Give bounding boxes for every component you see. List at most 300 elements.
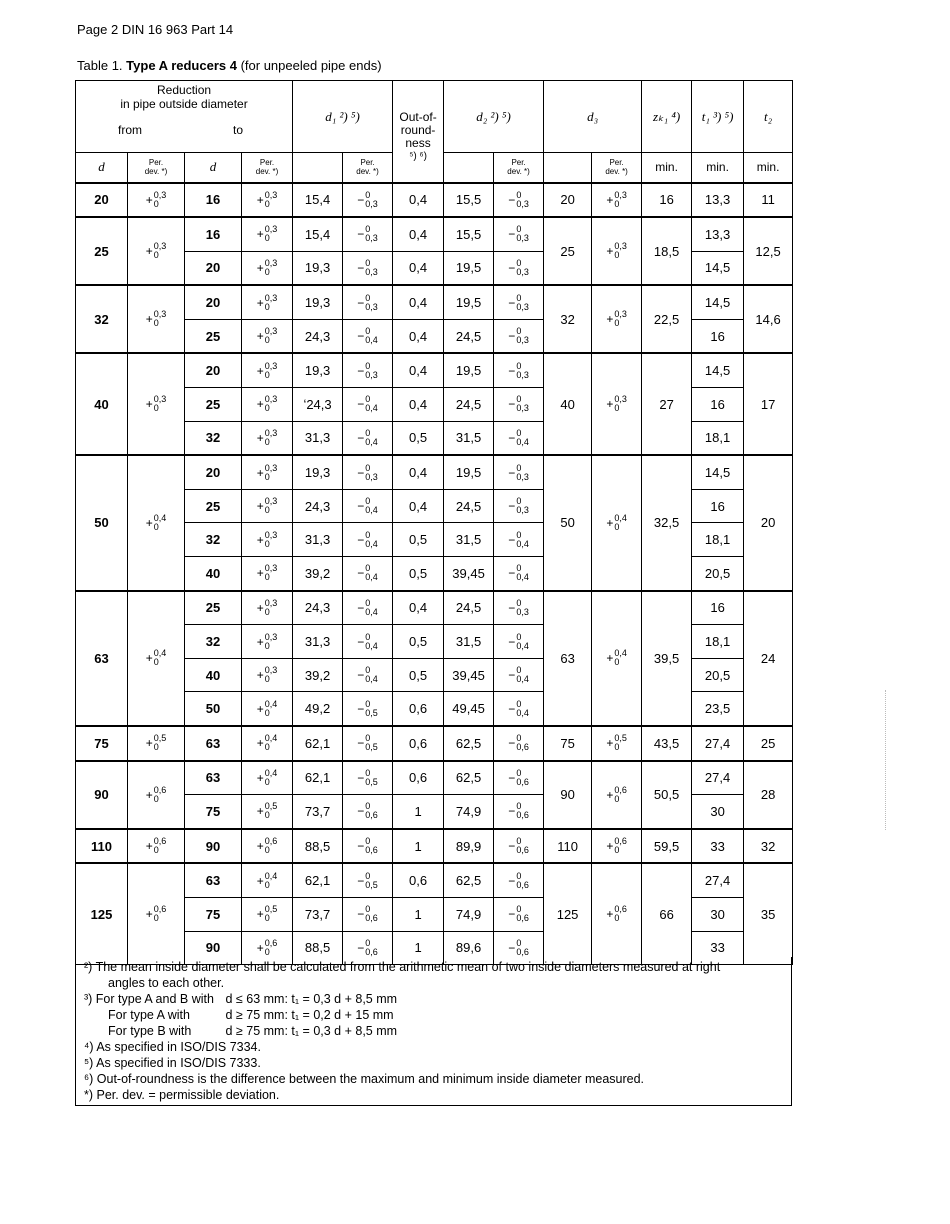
t1-cell: 16 xyxy=(692,319,744,353)
to-perdev-cell: + 0,3 0 xyxy=(242,183,293,218)
zk1-cell: 66 xyxy=(642,863,692,964)
from-d-cell: 110 xyxy=(76,829,128,864)
d2-perdev-cell: − 0 0,4 xyxy=(494,557,544,591)
d1-perdev-cell: − 0 0,3 xyxy=(343,353,393,387)
from-d-cell: 50 xyxy=(76,455,128,590)
d1-cell: 24,3 xyxy=(293,591,343,625)
d2-cell: 15,5 xyxy=(444,183,494,218)
d1-perdev-cell: − 0 0,5 xyxy=(343,761,393,795)
to-perdev-cell: + 0,3 0 xyxy=(242,285,293,319)
from-perdev-cell: + 0,4 0 xyxy=(128,455,185,590)
d2-perdev-cell: − 0 0,6 xyxy=(494,897,544,931)
t2-cell: 17 xyxy=(744,353,793,455)
out-of-roundness-cell: 0,4 xyxy=(393,489,444,523)
d1-perdev-cell: − 0 0,4 xyxy=(343,388,393,422)
d1-perdev-cell: − 0 0,5 xyxy=(343,692,393,726)
reduction-header xyxy=(76,81,293,153)
d3-cell: 110 xyxy=(544,829,592,864)
out-of-roundness-cell: 0,6 xyxy=(393,692,444,726)
from-perdev-cell: + 0,3 0 xyxy=(128,183,185,218)
t1-cell: 33 xyxy=(692,829,744,864)
out-of-roundness-cell: 0,6 xyxy=(393,761,444,795)
from-perdev-cell: + 0,3 0 xyxy=(128,353,185,455)
oor-line2: round- xyxy=(400,123,436,137)
table-row xyxy=(76,829,793,864)
d2-perdev-header: Per. dev. *) xyxy=(494,153,544,183)
t1-cell: 20,5 xyxy=(692,658,744,692)
zk1-cell: 27 xyxy=(642,353,692,455)
d2-cell: 89,6 xyxy=(444,931,494,965)
d3-perdev-cell: + 0,6 0 xyxy=(592,829,642,864)
to-d-cell: 63 xyxy=(185,726,242,761)
d1-perdev-cell: − 0 0,3 xyxy=(343,183,393,218)
to-d-cell: 90 xyxy=(185,931,242,965)
d1-cell: 24,3 xyxy=(293,319,343,353)
zk1-cell: 39,5 xyxy=(642,591,692,726)
to-perdev-cell: + 0,3 0 xyxy=(242,421,293,455)
from-perdev-cell: + 0,6 0 xyxy=(128,829,185,864)
scan-artifact xyxy=(885,690,888,830)
out-of-roundness-cell: 0,5 xyxy=(393,658,444,692)
t2-min-header: min. xyxy=(744,153,793,183)
t1-cell: 33 xyxy=(692,931,744,965)
footnote-3a: ³) For type A and B with d ≤ 63 mm: t₁ = 0,3 d + 8,5 mm xyxy=(84,992,398,1006)
out-of-roundness-cell: 0,4 xyxy=(393,183,444,218)
out-of-roundness-cell: 0,4 xyxy=(393,353,444,387)
from-d-cell: 75 xyxy=(76,726,128,761)
d1-cell: 24,3 xyxy=(293,489,343,523)
d1-cell: 19,3 xyxy=(293,353,343,387)
d2-perdev-cell: − 0 0,3 xyxy=(494,319,544,353)
t1-header: t₁ ³) ⁵) xyxy=(692,81,744,153)
t2-cell: 32 xyxy=(744,829,793,864)
t2-cell: 11 xyxy=(744,183,793,218)
t1-cell: 13,3 xyxy=(692,183,744,218)
to-d-cell: 75 xyxy=(185,795,242,829)
t1-cell: 27,4 xyxy=(692,863,744,897)
to-d-cell: 32 xyxy=(185,523,242,557)
zk1-header: zₖ₁ ⁴) xyxy=(642,81,692,153)
out-of-roundness-cell: 0,5 xyxy=(393,421,444,455)
d3-cell: 50 xyxy=(544,455,592,590)
to-perdev-cell: + 0,4 0 xyxy=(242,726,293,761)
d1-perdev-cell: − 0 0,6 xyxy=(343,829,393,864)
d1-perdev-cell: − 0 0,3 xyxy=(343,251,393,285)
d2-cell: 89,9 xyxy=(444,829,494,864)
table-row xyxy=(76,285,793,319)
reducers-table xyxy=(75,80,793,965)
footnote-6: ⁶) Out-of-roundness is the difference between the maximum and minimum inside diameter measured. xyxy=(84,1072,645,1086)
t1-cell: 27,4 xyxy=(692,761,744,795)
caption-title: Type A reducers 4 xyxy=(126,58,237,73)
d1-perdev-cell: − 0 0,4 xyxy=(343,625,393,659)
d3-cell: 125 xyxy=(544,863,592,964)
out-of-roundness-cell: 0,4 xyxy=(393,251,444,285)
to-perdev-cell: + 0,3 0 xyxy=(242,251,293,285)
d2-perdev-cell: − 0 0,6 xyxy=(494,795,544,829)
from-perdev-cell: + 0,5 0 xyxy=(128,726,185,761)
out-of-roundness-header xyxy=(393,81,444,183)
to-perdev-cell: + 0,3 0 xyxy=(242,625,293,659)
out-of-roundness-cell: 0,5 xyxy=(393,625,444,659)
t2-cell: 12,5 xyxy=(744,217,793,285)
d2-cell: 31,5 xyxy=(444,421,494,455)
to-d-cell: 50 xyxy=(185,692,242,726)
d2-perdev-cell: − 0 0,6 xyxy=(494,726,544,761)
d3-perdev-cell: + 0,3 0 xyxy=(592,183,642,218)
d2-perdev-cell: − 0 0,3 xyxy=(494,183,544,218)
d1-perdev-cell: − 0 0,4 xyxy=(343,557,393,591)
to-perdev-cell: + 0,5 0 xyxy=(242,795,293,829)
to-perdev-cell: + 0,5 0 xyxy=(242,897,293,931)
zk1-cell: 43,5 xyxy=(642,726,692,761)
to-d-cell: 25 xyxy=(185,591,242,625)
d3-perdev-cell: + 0,3 0 xyxy=(592,285,642,353)
to-d-cell: 63 xyxy=(185,863,242,897)
d1-cell: 88,5 xyxy=(293,829,343,864)
d1-perdev-cell: − 0 0,3 xyxy=(343,217,393,251)
from-d-cell: 32 xyxy=(76,285,128,353)
d2-perdev-cell: − 0 0,3 xyxy=(494,217,544,251)
d1-perdev-cell: − 0 0,3 xyxy=(343,285,393,319)
d2-perdev-cell: − 0 0,6 xyxy=(494,863,544,897)
to-perdev-cell: + 0,3 0 xyxy=(242,319,293,353)
to-d-cell: 20 xyxy=(185,285,242,319)
from-d-header: d xyxy=(76,153,128,183)
d1-cell: 19,3 xyxy=(293,251,343,285)
d3-perdev-cell: + 0,4 0 xyxy=(592,455,642,590)
d3-perdev-cell: + 0,4 0 xyxy=(592,591,642,726)
to-perdev-cell: + 0,3 0 xyxy=(242,658,293,692)
d3-cell: 25 xyxy=(544,217,592,285)
out-of-roundness-cell: 0,4 xyxy=(393,388,444,422)
d1-cell: 88,5 xyxy=(293,931,343,965)
to-perdev-cell: + 0,3 0 xyxy=(242,455,293,489)
to-perdev-cell: + 0,3 0 xyxy=(242,353,293,387)
to-perdev-cell: + 0,6 0 xyxy=(242,829,293,864)
footnote-2: ²) The mean inside diameter shall be calculated from the arithmetic mean of two inside diameters measured at right xyxy=(84,960,721,974)
d2-perdev-cell: − 0 0,6 xyxy=(494,761,544,795)
to-perdev-cell: + 0,3 0 xyxy=(242,591,293,625)
out-of-roundness-cell: 0,4 xyxy=(393,319,444,353)
to-label: to xyxy=(233,123,244,137)
t2-header: t₂ xyxy=(744,81,793,153)
d1-value-header xyxy=(293,153,343,183)
d2-header: d₂ ²) ⁵) xyxy=(444,81,544,153)
to-perdev-cell: + 0,3 0 xyxy=(242,388,293,422)
footnote-2-cont: angles to each other. xyxy=(108,976,225,990)
zk1-min-header: min. xyxy=(642,153,692,183)
from-d-cell: 125 xyxy=(76,863,128,964)
d1-perdev-cell: − 0 0,5 xyxy=(343,863,393,897)
d1-header: d₁ ²) ⁵) xyxy=(293,81,393,153)
out-of-roundness-cell: 1 xyxy=(393,931,444,965)
d2-cell: 15,5 xyxy=(444,217,494,251)
zk1-cell: 32,5 xyxy=(642,455,692,590)
table-row xyxy=(76,353,793,387)
zk1-cell: 50,5 xyxy=(642,761,692,829)
table-row xyxy=(76,761,793,795)
to-d-header: d xyxy=(185,153,242,183)
t1-cell: 14,5 xyxy=(692,251,744,285)
d2-cell: 31,5 xyxy=(444,625,494,659)
table-row xyxy=(76,726,793,761)
out-of-roundness-cell: 0,4 xyxy=(393,591,444,625)
d2-cell: 74,9 xyxy=(444,897,494,931)
d2-perdev-cell: − 0 0,4 xyxy=(494,658,544,692)
from-d-cell: 90 xyxy=(76,761,128,829)
footnote-star: *) Per. dev. = permissible deviation. xyxy=(84,1088,280,1102)
out-of-roundness-cell: 0,6 xyxy=(393,726,444,761)
out-of-roundness-cell: 1 xyxy=(393,897,444,931)
caption-prefix: Table 1. xyxy=(77,58,123,73)
to-perdev-cell: + 0,4 0 xyxy=(242,692,293,726)
d1-cell: 31,3 xyxy=(293,523,343,557)
d1-cell: 73,7 xyxy=(293,795,343,829)
zk1-cell: 16 xyxy=(642,183,692,218)
footnote-4: ⁴) As specified in ISO/DIS 7334. xyxy=(84,1040,261,1054)
d2-cell: 19,5 xyxy=(444,455,494,489)
t1-cell: 30 xyxy=(692,795,744,829)
d3-value-header xyxy=(544,153,592,183)
from-perdev-cell: + 0,6 0 xyxy=(128,761,185,829)
d1-perdev-cell: − 0 0,6 xyxy=(343,897,393,931)
to-d-cell: 16 xyxy=(185,183,242,218)
d2-cell: 62,5 xyxy=(444,726,494,761)
table-row xyxy=(76,591,793,625)
out-of-roundness-cell: 0,6 xyxy=(393,863,444,897)
d1-cell: 19,3 xyxy=(293,285,343,319)
to-d-cell: 25 xyxy=(185,489,242,523)
d2-cell: 19,5 xyxy=(444,353,494,387)
t2-cell: 24 xyxy=(744,591,793,726)
d2-value-header xyxy=(444,153,494,183)
d1-perdev-cell: − 0 0,4 xyxy=(343,658,393,692)
d1-cell: 62,1 xyxy=(293,761,343,795)
to-d-cell: 63 xyxy=(185,761,242,795)
t1-cell: 27,4 xyxy=(692,726,744,761)
d2-cell: 19,5 xyxy=(444,285,494,319)
t1-cell: 14,5 xyxy=(692,455,744,489)
d1-cell: 19,3 xyxy=(293,455,343,489)
t1-cell: 30 xyxy=(692,897,744,931)
to-d-cell: 90 xyxy=(185,829,242,864)
footnote-3b: For type A with d ≥ 75 mm: t₁ = 0,2 d + 15 mm xyxy=(108,1008,394,1022)
d2-cell: 62,5 xyxy=(444,863,494,897)
d2-cell: 39,45 xyxy=(444,557,494,591)
oor-line4: ⁵) ⁶) xyxy=(409,151,427,162)
d2-cell: 24,5 xyxy=(444,591,494,625)
d1-cell: 15,4 xyxy=(293,217,343,251)
t1-cell: 20,5 xyxy=(692,557,744,591)
d1-cell: 73,7 xyxy=(293,897,343,931)
d1-perdev-cell: − 0 0,6 xyxy=(343,795,393,829)
d2-perdev-cell: − 0 0,6 xyxy=(494,931,544,965)
footnotes xyxy=(75,957,792,1106)
d2-cell: 62,5 xyxy=(444,761,494,795)
d2-perdev-cell: − 0 0,3 xyxy=(494,591,544,625)
footnote-5: ⁵) As specified in ISO/DIS 7333. xyxy=(84,1056,261,1070)
table-row xyxy=(76,183,793,218)
to-d-cell: 75 xyxy=(185,897,242,931)
t2-cell: 14,6 xyxy=(744,285,793,353)
d2-cell: 19,5 xyxy=(444,251,494,285)
d2-cell: 74,9 xyxy=(444,795,494,829)
out-of-roundness-cell: 0,5 xyxy=(393,557,444,591)
d1-perdev-cell: − 0 0,5 xyxy=(343,726,393,761)
from-d-cell: 63 xyxy=(76,591,128,726)
to-perdev-cell: + 0,3 0 xyxy=(242,557,293,591)
d2-cell: 24,5 xyxy=(444,388,494,422)
t1-cell: 23,5 xyxy=(692,692,744,726)
d2-perdev-cell: − 0 0,3 xyxy=(494,455,544,489)
t2-cell: 20 xyxy=(744,455,793,590)
from-label: from xyxy=(118,123,143,137)
to-perdev-cell: + 0,3 0 xyxy=(242,217,293,251)
from-d-cell: 40 xyxy=(76,353,128,455)
d1-cell: 49,2 xyxy=(293,692,343,726)
d1-cell: 62,1 xyxy=(293,726,343,761)
d2-perdev-cell: − 0 0,4 xyxy=(494,421,544,455)
d2-cell: 31,5 xyxy=(444,523,494,557)
out-of-roundness-cell: 0,4 xyxy=(393,285,444,319)
from-d-cell: 20 xyxy=(76,183,128,218)
d3-cell: 40 xyxy=(544,353,592,455)
to-d-cell: 20 xyxy=(185,455,242,489)
table-row xyxy=(76,217,793,251)
d1-cell: ʻ24,3 xyxy=(293,388,343,422)
d1-perdev-cell: − 0 0,4 xyxy=(343,523,393,557)
t1-cell: 16 xyxy=(692,388,744,422)
reduction-line2: in pipe outside diameter xyxy=(120,97,248,111)
t1-cell: 13,3 xyxy=(692,217,744,251)
d2-perdev-cell: − 0 0,4 xyxy=(494,625,544,659)
to-d-cell: 40 xyxy=(185,557,242,591)
d1-cell: 39,2 xyxy=(293,557,343,591)
t1-cell: 14,5 xyxy=(692,353,744,387)
from-perdev-cell: + 0,6 0 xyxy=(128,863,185,964)
d2-cell: 39,45 xyxy=(444,658,494,692)
from-perdev-cell: + 0,3 0 xyxy=(128,285,185,353)
to-perdev-cell: + 0,4 0 xyxy=(242,863,293,897)
d3-cell: 63 xyxy=(544,591,592,726)
out-of-roundness-cell: 1 xyxy=(393,829,444,864)
d1-perdev-cell: − 0 0,4 xyxy=(343,319,393,353)
to-d-cell: 20 xyxy=(185,251,242,285)
d3-perdev-header: Per. dev. *) xyxy=(592,153,642,183)
footnote-3c: For type B with d ≥ 75 mm: t₁ = 0,3 d + 8,5 mm xyxy=(108,1024,398,1038)
d2-perdev-cell: − 0 0,3 xyxy=(494,251,544,285)
d2-perdev-cell: − 0 0,4 xyxy=(494,692,544,726)
d3-cell: 90 xyxy=(544,761,592,829)
d2-cell: 24,5 xyxy=(444,319,494,353)
d3-cell: 20 xyxy=(544,183,592,218)
to-d-cell: 32 xyxy=(185,421,242,455)
d1-perdev-cell: − 0 0,4 xyxy=(343,421,393,455)
zk1-cell: 18,5 xyxy=(642,217,692,285)
d3-perdev-cell: + 0,5 0 xyxy=(592,726,642,761)
t2-cell: 35 xyxy=(744,863,793,964)
d2-cell: 49,45 xyxy=(444,692,494,726)
table-row xyxy=(76,863,793,897)
d2-perdev-cell: − 0 0,3 xyxy=(494,489,544,523)
d2-perdev-cell: − 0 0,3 xyxy=(494,285,544,319)
to-d-cell: 40 xyxy=(185,658,242,692)
table-body xyxy=(76,183,793,965)
from-perdev-cell: + 0,3 0 xyxy=(128,217,185,285)
to-d-cell: 32 xyxy=(185,625,242,659)
to-d-cell: 20 xyxy=(185,353,242,387)
from-perdev-header: Per. dev. *) xyxy=(128,153,185,183)
d1-cell: 62,1 xyxy=(293,863,343,897)
d2-perdev-cell: − 0 0,3 xyxy=(494,353,544,387)
d1-perdev-cell: − 0 0,4 xyxy=(343,591,393,625)
out-of-roundness-cell: 1 xyxy=(393,795,444,829)
to-d-cell: 25 xyxy=(185,319,242,353)
d2-cell: 24,5 xyxy=(444,489,494,523)
to-d-cell: 25 xyxy=(185,388,242,422)
d1-cell: 15,4 xyxy=(293,183,343,218)
out-of-roundness-cell: 0,4 xyxy=(393,455,444,489)
t1-cell: 16 xyxy=(692,489,744,523)
oor-line3: ness xyxy=(405,136,431,150)
d3-header: d₃ xyxy=(544,81,642,153)
d3-perdev-cell: + 0,3 0 xyxy=(592,353,642,455)
d3-cell: 32 xyxy=(544,285,592,353)
d1-perdev-cell: − 0 0,6 xyxy=(343,931,393,965)
to-perdev-cell: + 0,3 0 xyxy=(242,523,293,557)
t1-cell: 18,1 xyxy=(692,523,744,557)
t1-cell: 18,1 xyxy=(692,421,744,455)
t2-cell: 25 xyxy=(744,726,793,761)
reduction-line1: Reduction xyxy=(157,83,212,97)
out-of-roundness-cell: 0,4 xyxy=(393,217,444,251)
to-perdev-cell: + 0,3 0 xyxy=(242,489,293,523)
t1-cell: 16 xyxy=(692,591,744,625)
d3-perdev-cell: + 0,6 0 xyxy=(592,761,642,829)
zk1-cell: 59,5 xyxy=(642,829,692,864)
from-d-cell: 25 xyxy=(76,217,128,285)
table-row xyxy=(76,455,793,489)
d1-perdev-cell: − 0 0,3 xyxy=(343,455,393,489)
from-perdev-cell: + 0,4 0 xyxy=(128,591,185,726)
zk1-cell: 22,5 xyxy=(642,285,692,353)
t1-cell: 14,5 xyxy=(692,285,744,319)
d2-perdev-cell: − 0 0,6 xyxy=(494,829,544,864)
d3-perdev-cell: + 0,6 0 xyxy=(592,863,642,964)
oor-line1: Out-of- xyxy=(399,110,437,124)
to-perdev-header: Per. dev. *) xyxy=(242,153,293,183)
t2-cell: 28 xyxy=(744,761,793,829)
page-header: Page 2 DIN 16 963 Part 14 xyxy=(77,22,234,37)
to-d-cell: 16 xyxy=(185,217,242,251)
d3-perdev-cell: + 0,3 0 xyxy=(592,217,642,285)
caption-suffix: (for unpeeled pipe ends) xyxy=(240,58,382,73)
d2-perdev-cell: − 0 0,3 xyxy=(494,388,544,422)
out-of-roundness-cell: 0,5 xyxy=(393,523,444,557)
d1-perdev-header: Per. dev. *) xyxy=(343,153,393,183)
d1-cell: 31,3 xyxy=(293,625,343,659)
d2-perdev-cell: − 0 0,4 xyxy=(494,523,544,557)
d1-cell: 39,2 xyxy=(293,658,343,692)
table-caption xyxy=(77,58,382,73)
to-perdev-cell: + 0,4 0 xyxy=(242,761,293,795)
d1-perdev-cell: − 0 0,4 xyxy=(343,489,393,523)
t1-min-header: min. xyxy=(692,153,744,183)
d1-cell: 31,3 xyxy=(293,421,343,455)
d3-cell: 75 xyxy=(544,726,592,761)
t1-cell: 18,1 xyxy=(692,625,744,659)
